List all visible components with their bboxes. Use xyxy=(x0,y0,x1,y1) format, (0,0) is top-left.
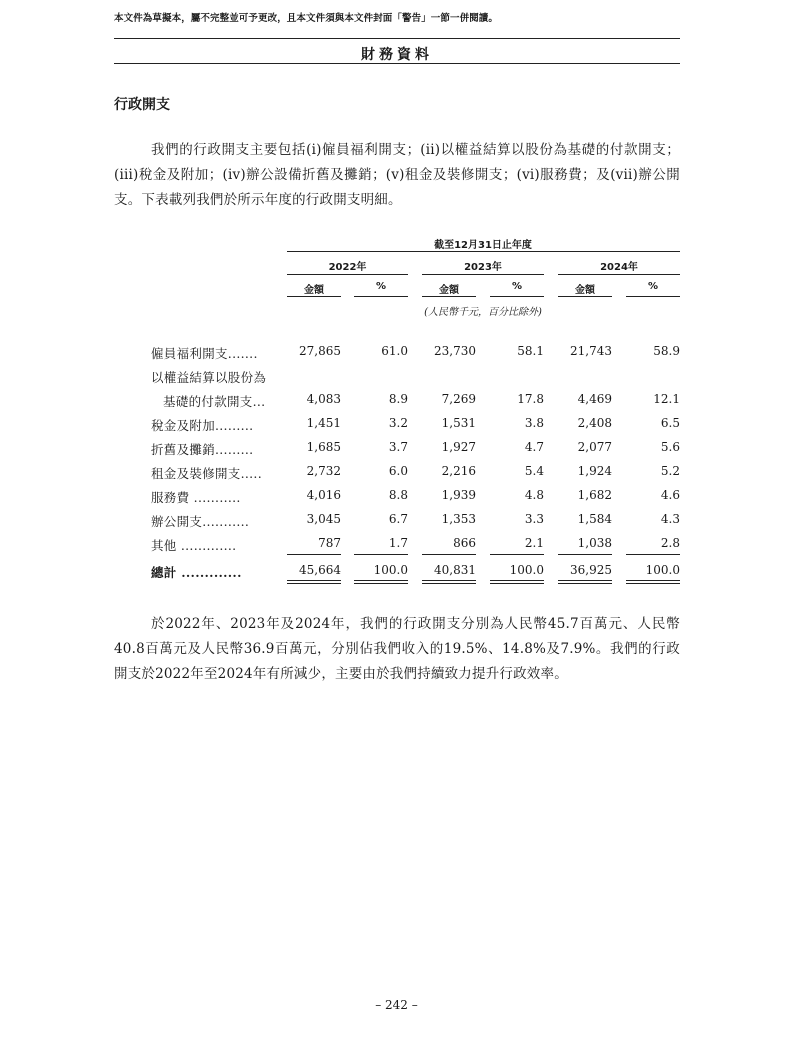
total-double-rule xyxy=(422,583,476,584)
row-label: 以權益結算以股份為 xyxy=(151,370,267,385)
conclusion-paragraph: 於2022年、2023年及2024年，我們的行政開支分別為人民幣45.7百萬元、人民幣40.8百萬元及人民幣36.9百萬元，分別佔我們收入的19.5%、14.8%及7.9%。我們的行政開支於2022年至2024年有所減少，主要由於我們持續致力提升行政效率。 xyxy=(114,616,680,682)
percent-cell: 8.8 xyxy=(388,488,408,502)
row-label: 服務費 ........... xyxy=(151,490,241,505)
percent-cell: 4.3 xyxy=(660,512,680,526)
subtotal-rule xyxy=(354,554,408,555)
year-underline xyxy=(287,274,408,275)
unit-note: (人民幣千元，百分比除外) xyxy=(424,307,542,318)
col-underline xyxy=(354,296,408,297)
amount-cell: 3,045 xyxy=(306,512,341,526)
intro-paragraph: 我們的行政開支主要包括(i)僱員福利開支；(ii)以權益結算以股份為基礎的付款開支；(iii)稅金及附加；(iv)辦公設備折舊及攤銷；(v)租金及裝修開支；(vi)服務費；及(vii)辦公開支。下表載列我們於所示年度的行政開支明細。 xyxy=(114,142,680,208)
percent-cell: 3.2 xyxy=(388,416,408,430)
row-label: 租金及裝修開支..... xyxy=(151,466,262,481)
amount-cell: 2,732 xyxy=(306,464,341,478)
page-header-title: 財務資料 xyxy=(361,47,433,63)
total-double-rule xyxy=(558,580,612,581)
percent-cell: 3.3 xyxy=(524,512,544,526)
percent-cell: 4.7 xyxy=(524,440,544,454)
amount-header: 金額 xyxy=(439,285,459,296)
amount-cell: 1,685 xyxy=(306,440,341,454)
row-label: 基礎的付款開支... xyxy=(163,394,266,409)
percent-cell: 6.0 xyxy=(388,464,408,478)
year-underline xyxy=(422,274,544,275)
page-number: – 242 – xyxy=(375,998,418,1012)
header-rule xyxy=(114,63,680,64)
year-header-2022: 2022年 xyxy=(328,262,367,273)
col-underline xyxy=(287,296,341,297)
amount-cell: 4,016 xyxy=(306,488,341,502)
row-label: 辦公開支........... xyxy=(151,514,250,529)
section-heading: 行政開支 xyxy=(114,97,170,113)
amount-cell: 866 xyxy=(453,536,476,550)
year-header-2023: 2023年 xyxy=(464,262,502,273)
amount-header: 金額 xyxy=(575,285,595,296)
percent-cell: 12.1 xyxy=(653,392,680,406)
percent-header: % xyxy=(375,281,387,292)
year-underline xyxy=(558,274,680,275)
total-cell: 40,831 xyxy=(434,563,476,577)
percent-cell: 2.8 xyxy=(660,536,680,550)
amount-cell: 1,531 xyxy=(441,416,476,430)
percent-cell: 2.1 xyxy=(524,536,544,550)
period-header: 截至12月31日止年度 xyxy=(434,240,532,251)
subtotal-rule xyxy=(287,554,341,555)
percent-cell: 5.6 xyxy=(660,440,680,454)
amount-cell: 4,469 xyxy=(577,392,612,406)
amount-cell: 2,408 xyxy=(577,416,612,430)
percent-cell: 5.4 xyxy=(524,464,544,478)
subtotal-rule xyxy=(626,554,680,555)
amount-cell: 1,038 xyxy=(577,536,612,550)
row-label: 稅金及附加......... xyxy=(151,418,254,433)
top-rule xyxy=(114,38,680,39)
amount-cell: 1,927 xyxy=(441,440,476,454)
subtotal-rule xyxy=(490,554,544,555)
percent-cell: 58.1 xyxy=(517,344,544,358)
amount-cell: 4,083 xyxy=(306,392,341,406)
percent-cell: 1.7 xyxy=(388,536,408,550)
percent-cell: 4.6 xyxy=(660,488,680,502)
row-label: 僱員福利開支....... xyxy=(151,346,258,361)
percent-cell: 8.9 xyxy=(388,392,408,406)
total-double-rule xyxy=(490,580,544,581)
percent-cell: 6.7 xyxy=(388,512,408,526)
col-underline xyxy=(490,296,544,297)
total-double-rule xyxy=(626,580,680,581)
year-header-2024: 2024年 xyxy=(600,262,638,273)
amount-cell: 23,730 xyxy=(434,344,476,358)
total-double-rule xyxy=(287,580,341,581)
draft-disclaimer: 本文件為草擬本，屬不完整並可予更改，且本文件須與本文件封面「警告」一節一併閱讀。 xyxy=(114,13,499,24)
percent-cell: 5.2 xyxy=(660,464,680,478)
subtotal-rule xyxy=(422,554,476,555)
percent-cell: 3.7 xyxy=(388,440,408,454)
total-double-rule xyxy=(558,583,612,584)
amount-header: 金額 xyxy=(304,285,324,296)
percent-cell: 6.5 xyxy=(660,416,680,430)
col-underline xyxy=(558,296,612,297)
amount-cell: 2,077 xyxy=(577,440,612,454)
row-label: 折舊及攤銷......... xyxy=(151,442,254,457)
total-cell: 45,664 xyxy=(299,563,341,577)
amount-cell: 1,353 xyxy=(441,512,476,526)
percent-cell: 4.8 xyxy=(524,488,544,502)
amount-cell: 7,269 xyxy=(441,392,476,406)
col-underline xyxy=(422,296,476,297)
percent-cell: 3.8 xyxy=(524,416,544,430)
amount-cell: 1,584 xyxy=(577,512,612,526)
percent-cell: 61.0 xyxy=(381,344,408,358)
amount-cell: 1,924 xyxy=(577,464,612,478)
period-underline xyxy=(287,251,680,252)
percent-header: % xyxy=(511,281,523,292)
amount-cell: 21,743 xyxy=(570,344,612,358)
total-cell: 36,925 xyxy=(570,563,612,577)
percent-cell: 17.8 xyxy=(517,392,544,406)
col-underline xyxy=(626,296,680,297)
percent-cell: 58.9 xyxy=(653,344,680,358)
amount-cell: 1,451 xyxy=(306,416,341,430)
amount-cell: 27,865 xyxy=(299,344,341,358)
total-double-rule xyxy=(354,580,408,581)
total-double-rule xyxy=(490,583,544,584)
amount-cell: 1,682 xyxy=(577,488,612,502)
amount-cell: 1,939 xyxy=(441,488,476,502)
total-double-rule xyxy=(287,583,341,584)
amount-cell: 2,216 xyxy=(441,464,476,478)
percent-header: % xyxy=(647,281,659,292)
amount-cell: 787 xyxy=(318,536,341,550)
row-label: 其他 ............. xyxy=(151,538,237,553)
total-label: 總計 ............. xyxy=(151,565,242,580)
total-cell: 100.0 xyxy=(645,563,680,577)
total-cell: 100.0 xyxy=(373,563,408,577)
total-double-rule xyxy=(354,583,408,584)
total-double-rule xyxy=(422,580,476,581)
total-cell: 100.0 xyxy=(509,563,544,577)
total-double-rule xyxy=(626,583,680,584)
subtotal-rule xyxy=(558,554,612,555)
